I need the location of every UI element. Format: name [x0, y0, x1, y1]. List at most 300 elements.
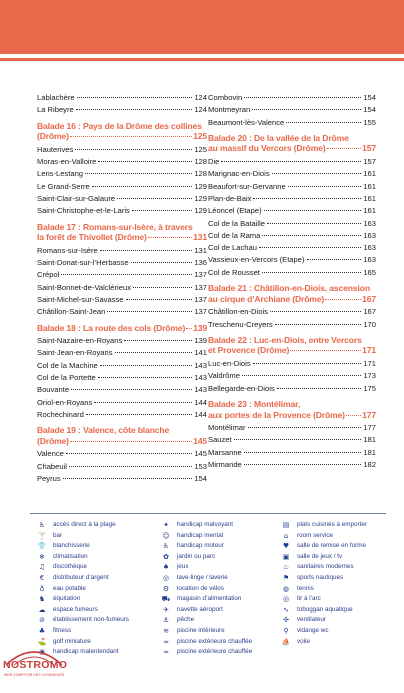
- toc-entry-label: Die: [208, 157, 220, 167]
- legend-label: handicap mental: [177, 531, 224, 539]
- dot-leader: [92, 186, 193, 187]
- section-page-number: 125: [193, 131, 207, 142]
- toc-page-number: 161: [363, 181, 376, 191]
- toc-entry: [37, 347, 207, 359]
- dot-leader: [288, 186, 362, 187]
- sailing-icon: ⛵: [281, 637, 291, 646]
- toc-entry-label: Saint-Nazaire-en-Royans: [37, 336, 123, 346]
- section-page-number: 157: [362, 143, 376, 154]
- legend-label: salle de remise en forme: [297, 542, 366, 550]
- toc-page-number: 137: [194, 294, 207, 304]
- toc-entry-label: Vassieux-en-Vercors (Etape): [208, 255, 305, 265]
- toc-page-number: 143: [194, 360, 207, 370]
- archery-icon: ◎: [282, 595, 290, 604]
- heated-pool-icon: ≈: [163, 637, 169, 646]
- smoking-icon: ☁: [38, 605, 46, 614]
- toc-entry: [208, 358, 376, 370]
- toc-page-number: 128: [194, 169, 207, 179]
- legend-item: [160, 520, 270, 531]
- section-heading-text: Balade 17 : Romans-sur-Isère, à travers: [37, 221, 193, 232]
- toc-entry-label: Hauterives: [37, 144, 74, 154]
- dot-leader: [107, 311, 192, 312]
- legend-item: [160, 626, 270, 637]
- toc-page-number: 163: [363, 218, 376, 228]
- toc-page-number: 137: [194, 307, 207, 317]
- toc-entry-label: Saint-Jean-en-Royans: [37, 348, 113, 358]
- legend-item: [36, 520, 146, 531]
- toc-section-heading: [37, 323, 207, 334]
- toc-right-column: [208, 92, 376, 471]
- toc-entry-label: Chabeuil: [37, 461, 67, 471]
- dot-leader: [61, 274, 192, 275]
- toc-entry-label: Col de Lachau: [208, 243, 257, 253]
- toc-entry-label: Saint-Donat-sur-l’Herbasse: [37, 258, 129, 268]
- toc-entry-label: Col de la Rama: [208, 230, 261, 240]
- toc-entry: [37, 360, 207, 372]
- toc-entry: [208, 218, 376, 230]
- toc-entry-label: Saint-Christophe-et-le-Laris: [37, 206, 130, 216]
- legend-item: [280, 552, 390, 563]
- dot-leader: [253, 198, 361, 199]
- dot-leader: [259, 247, 361, 248]
- toc-entry-label: Lablachère: [37, 93, 75, 102]
- dot-leader: [244, 452, 362, 453]
- section-heading-text: la forêt de Thivollet (Drôme): [37, 232, 147, 243]
- water-slide-icon: ∿: [283, 605, 289, 614]
- toc-page-number: 144: [194, 397, 207, 407]
- tv-room-icon: ▣: [282, 552, 290, 561]
- toc-page-number: 161: [363, 169, 376, 179]
- mental-disability-icon: ☺: [162, 531, 170, 540]
- legend-label: toboggan aquatique: [297, 605, 353, 613]
- legend-label: ventilateur: [297, 616, 327, 624]
- dot-leader: [290, 350, 361, 351]
- legend-item: [280, 605, 390, 616]
- legend-item: [36, 541, 146, 552]
- dot-leader: [98, 161, 192, 162]
- toc-entry: [208, 168, 376, 180]
- toc-entry: [37, 205, 207, 217]
- dot-leader: [75, 149, 192, 150]
- toc-entry: [37, 335, 207, 347]
- toc-entry: [208, 242, 376, 254]
- dot-leader: [133, 287, 192, 288]
- dot-leader: [264, 210, 362, 211]
- no-smoking-icon: ⊘: [39, 616, 45, 625]
- legend-label: sanitaires modernes: [297, 563, 354, 571]
- toc-section-heading: [37, 425, 207, 446]
- washing-machine-icon: ◎: [162, 573, 170, 582]
- toc-entry: [208, 205, 376, 217]
- toc-page-number: 173: [363, 371, 376, 381]
- toc-entry: [37, 144, 207, 156]
- toc-entry-label: Montmeyran: [208, 105, 251, 115]
- logo-wordmark: NOSTROMO: [3, 659, 68, 671]
- minigolf-icon: ⛳: [37, 637, 47, 646]
- section-heading-line: [37, 121, 207, 132]
- toc-entry: [208, 267, 376, 279]
- section-page-number: 145: [193, 435, 207, 446]
- dot-leader: [115, 352, 193, 353]
- dot-leader: [242, 375, 361, 376]
- section-heading-text: Balade 18 : La route des cols (Drôme): [37, 322, 186, 333]
- dot-leader: [132, 210, 192, 211]
- sanitary-icon: ♨: [282, 563, 290, 572]
- legend-label: distributeur d’argent: [53, 573, 109, 581]
- legend-item: [36, 615, 146, 626]
- toc-entry-label: Beaufort-sur-Gervanne: [208, 181, 286, 191]
- section-heading-line: [208, 345, 376, 356]
- toc-entry: [208, 370, 376, 382]
- legend-label: bar: [53, 531, 63, 539]
- toc-page-number: 154: [194, 473, 207, 483]
- legend-label: climatisation: [53, 552, 88, 560]
- toc-entry-label: Combovin: [208, 93, 243, 102]
- section-heading-line: [208, 294, 376, 305]
- section-heading-text: Balade 22 : Luc-en-Diois, entre Vercors: [208, 334, 362, 345]
- toc-entry: [208, 459, 376, 471]
- toc-page-number: 163: [363, 230, 376, 240]
- legend-item: [280, 626, 390, 637]
- dot-leader: [98, 377, 193, 378]
- toc-page-number: 154: [363, 93, 376, 102]
- wheelchair-icon: ♿: [38, 521, 46, 529]
- toc-entry-label: Peyrus: [37, 473, 61, 483]
- pictogram-legend: [36, 520, 390, 658]
- toc-page-number: 163: [363, 255, 376, 265]
- motor-disability-icon: ♿: [162, 542, 170, 551]
- fishing-icon: ⚓: [162, 616, 170, 625]
- dot-leader: [100, 250, 193, 251]
- legend-label: voile: [297, 637, 310, 645]
- indoor-pool-icon: ≋: [163, 626, 169, 635]
- legend-label: discothèque: [53, 563, 87, 571]
- section-page-number: 131: [193, 232, 207, 243]
- toc-page-number: 141: [194, 348, 207, 358]
- toc-page-number: 171: [363, 359, 376, 369]
- toc-entry: [37, 92, 207, 104]
- toc-entry: [37, 473, 207, 485]
- kids-garden-icon: ✿: [163, 552, 169, 561]
- legend-item: [280, 637, 390, 648]
- toc-entry: [208, 254, 376, 266]
- legend-label: établissement non-fumeurs: [53, 616, 129, 624]
- legend-column: [36, 520, 146, 658]
- toc-entry: [208, 319, 376, 331]
- legend-label: blanchisserie: [53, 542, 90, 550]
- legend-label: handicap malvoyant: [177, 521, 234, 528]
- toc-page-number: 177: [363, 423, 376, 433]
- dot-leader: [272, 173, 362, 174]
- section-heading-line: [208, 283, 376, 294]
- toc-section-heading: [208, 335, 376, 356]
- toc-entry: [208, 434, 376, 446]
- toc-entry: [208, 181, 376, 193]
- dot-leader: [70, 441, 192, 442]
- snowflake-icon: ❄: [39, 552, 45, 561]
- header-band: [0, 0, 404, 54]
- dot-leader: [252, 109, 361, 110]
- toc-page-number: 157: [363, 157, 376, 167]
- legend-item: [160, 594, 270, 605]
- dot-leader: [346, 415, 361, 416]
- toc-page-number: 143: [194, 373, 207, 383]
- legend-label: handicap moteur: [177, 542, 224, 550]
- toc-page-number: 170: [363, 319, 376, 329]
- toc-entry: [37, 193, 207, 205]
- legend-item: [280, 594, 390, 605]
- toc-entry-label: Montélimar: [208, 423, 246, 433]
- legend-item: [280, 531, 390, 542]
- bicycle-icon: ⚙: [162, 584, 170, 593]
- section-heading-line: [208, 335, 376, 346]
- section-heading-text: aux portes de la Provence (Drôme): [208, 409, 345, 420]
- toc-entry: [37, 397, 207, 409]
- toc-entry-label: Mirmande: [208, 459, 242, 469]
- section-heading-line: [37, 323, 207, 334]
- hearing-icon: ◉: [38, 648, 46, 657]
- toc-page-number: 129: [194, 181, 207, 191]
- grocery-icon: ⛟: [161, 595, 171, 604]
- dot-leader: [66, 453, 192, 454]
- toc-entry-label: Saint-Clair-sur-Galaure: [37, 193, 116, 203]
- dot-leader: [117, 198, 192, 199]
- toc-section-heading: [37, 121, 207, 142]
- toc-page-number: 144: [194, 409, 207, 419]
- legend-column: [160, 520, 270, 658]
- legend-item: [36, 562, 146, 573]
- toc-entry-label: Marsanne: [208, 447, 242, 457]
- legend-item: [160, 573, 270, 584]
- toc-entry: [208, 306, 376, 318]
- dot-leader: [270, 311, 361, 312]
- legend-label: navette aéroport: [177, 605, 223, 613]
- toc-entry: [208, 193, 376, 205]
- toc-entry-label: Châtillon-en-Diois: [208, 307, 268, 317]
- toc-page-number: 136: [194, 258, 207, 268]
- section-heading-text: Balade 20 : De la vallée de la Drôme: [208, 132, 349, 143]
- legend-label: location de vélos: [177, 584, 224, 592]
- toc-entry-label: La Ribeyre: [37, 105, 74, 115]
- toc-entry: [37, 257, 207, 269]
- toc-left-column: [37, 92, 207, 485]
- section-heading-text: Balade 19 : Valence, côte blanche: [37, 425, 170, 436]
- outdoor-pool-icon: ≈: [163, 648, 169, 657]
- legend-item: [280, 562, 390, 573]
- legend-item: [36, 626, 146, 637]
- section-heading-text: Balade 21 : Châtillon-en-Diois, ascension: [208, 283, 370, 294]
- toc-entry: [37, 409, 207, 421]
- dot-leader: [307, 259, 362, 260]
- toc-entry: [37, 156, 207, 168]
- toc-page-number: 129: [194, 193, 207, 203]
- cocktail-icon: 🍸: [37, 531, 47, 540]
- legend-divider: [30, 513, 386, 514]
- dot-leader: [71, 389, 192, 390]
- toc-page-number: 175: [363, 383, 376, 393]
- dot-leader: [262, 272, 361, 273]
- section-heading-text: au massif du Vercors (Drôme): [208, 143, 326, 154]
- toc-entry: [208, 92, 376, 104]
- legend-item: [160, 637, 270, 648]
- section-page-number: 139: [193, 322, 207, 333]
- toc-entry-label: Treschenu-Creyers: [208, 319, 273, 329]
- header-rule: [0, 58, 404, 61]
- legend-item: [160, 562, 270, 573]
- legend-label: room service: [297, 531, 334, 539]
- dot-leader: [221, 161, 361, 162]
- legend-item: [36, 605, 146, 616]
- horse-icon: ♞: [38, 595, 46, 604]
- toc-entry-label: Beaumont-lès-Valence: [208, 117, 285, 127]
- toc-page-number: 181: [363, 447, 376, 457]
- water-sports-icon: ⚑: [282, 573, 290, 582]
- toc-entry: [208, 117, 376, 129]
- toc-entry-label: Oriol-en-Royans: [37, 397, 93, 407]
- toc-entry-label: Léoncel (Etape): [208, 206, 262, 216]
- toc-entry-label: Bellegarde-en-Diois: [208, 383, 275, 393]
- toc-entry-label: Col de la Portette: [37, 373, 96, 383]
- legend-item: [36, 552, 146, 563]
- legend-label: vidange wc: [297, 626, 329, 634]
- legend-item: [280, 615, 390, 626]
- dot-leader: [85, 173, 192, 174]
- toc-entry: [208, 447, 376, 459]
- tap-icon: ♁: [39, 584, 45, 593]
- legend-label: golf miniature: [53, 637, 91, 645]
- section-heading-line: [37, 232, 207, 243]
- legend-label: espace fumeurs: [53, 605, 98, 613]
- section-heading-line: [37, 222, 207, 233]
- toc-entry-label: Sauzet: [208, 435, 232, 445]
- dot-leader: [100, 365, 193, 366]
- laundry-icon: 👕: [37, 542, 47, 551]
- legend-item: [36, 594, 146, 605]
- legend-item: [280, 541, 390, 552]
- toc-entry-label: Moras-en-Valloire: [37, 157, 97, 167]
- legend-label: jeux: [177, 563, 189, 571]
- toc-entry-label: Col de la Machine: [37, 360, 98, 370]
- toc-entry-label: Valdrôme: [208, 371, 240, 381]
- toc-page-number: 167: [363, 307, 376, 317]
- toc-page-number: 124: [194, 105, 207, 115]
- dot-leader: [267, 223, 361, 224]
- legend-label: piscine extérieure chauffée: [177, 637, 253, 645]
- dot-leader: [148, 237, 192, 238]
- section-heading-line: [208, 399, 376, 410]
- dot-leader: [94, 402, 192, 403]
- dot-leader: [248, 427, 362, 428]
- toc-entry-label: Luc-en-Diois: [208, 359, 251, 369]
- toc-entry: [208, 156, 376, 168]
- toc-section-heading: [208, 283, 376, 304]
- legend-label: jardin ou parc: [177, 552, 216, 560]
- legend-item: [160, 541, 270, 552]
- toc-entry: [37, 461, 207, 473]
- toc-page-number: 181: [363, 435, 376, 445]
- legend-item: [160, 647, 270, 658]
- toc-page-number: 154: [363, 105, 376, 115]
- toc-entry: [37, 104, 207, 116]
- section-heading-text: Balade 16 : Pays de la Drôme des collines: [37, 120, 202, 131]
- dot-leader: [186, 328, 192, 329]
- toc-page-number: 124: [194, 93, 207, 102]
- logo-tagline: WEB COMPTOIR DES VOYAGEURS: [3, 673, 65, 677]
- toc-page-number: 163: [363, 243, 376, 253]
- toc-entry-label: Romans-sur-Isère: [37, 245, 98, 255]
- section-page-number: 167: [362, 293, 376, 304]
- toc-page-number: 161: [363, 193, 376, 203]
- airplane-icon: ✈: [163, 605, 169, 614]
- legend-label: sports nautiques: [297, 573, 344, 581]
- legend-label: piscine intérieure: [177, 626, 225, 634]
- section-heading-line: [37, 425, 207, 436]
- legend-label: accès direct à la plage: [53, 521, 116, 528]
- toc-page-number: 143: [194, 385, 207, 395]
- toc-entry: [37, 282, 207, 294]
- toc-page-number: 131: [194, 245, 207, 255]
- room-service-icon: ⌂: [283, 531, 289, 540]
- legend-label: plats cuisinés à emporter: [297, 521, 367, 528]
- legend-item: [36, 584, 146, 595]
- legend-item: [160, 605, 270, 616]
- legend-item: [280, 520, 390, 531]
- dot-leader: [86, 414, 192, 415]
- section-heading-text: au cirque d’Archiane (Drôme): [208, 293, 325, 304]
- atm-icon: €: [39, 573, 45, 582]
- section-heading-line: [208, 133, 376, 144]
- toc-entry: [208, 230, 376, 242]
- dot-leader: [76, 109, 193, 110]
- toc-entry-label: Valence: [37, 449, 64, 459]
- section-heading-text: (Drôme): [37, 131, 69, 142]
- kitchen-icon: ▤: [282, 521, 290, 529]
- legend-item: [160, 552, 270, 563]
- section-heading-line: [37, 436, 207, 447]
- legend-item: [280, 573, 390, 584]
- toc-page-number: 182: [363, 459, 376, 469]
- toc-section-heading: [208, 133, 376, 154]
- dot-leader: [286, 122, 361, 123]
- toc-entry-label: Lens-Lestang: [37, 169, 84, 179]
- toc-entry-label: Le Grand-Serre: [37, 181, 90, 191]
- dot-leader: [325, 299, 361, 300]
- games-icon: ♠: [162, 563, 170, 572]
- toc-entry: [37, 294, 207, 306]
- toc-entry: [37, 245, 207, 257]
- section-heading-line: [208, 410, 376, 421]
- legend-item: [36, 531, 146, 542]
- toc-page-number: 137: [194, 282, 207, 292]
- dot-leader: [327, 148, 362, 149]
- toc-entry: [208, 422, 376, 434]
- legend-column: [280, 520, 390, 658]
- legend-label: handicap malentendant: [53, 648, 119, 656]
- toc-entry: [37, 168, 207, 180]
- toc-page-number: 137: [194, 270, 207, 280]
- legend-item: [160, 531, 270, 542]
- dot-leader: [69, 466, 192, 467]
- legend-label: fitness: [53, 626, 72, 634]
- toc-entry-label: Saint-Bonnet-de-Valclérieux: [37, 282, 131, 292]
- toc-page-number: 155: [363, 117, 376, 127]
- toc-entry: [37, 448, 207, 460]
- dot-leader: [253, 363, 362, 364]
- toc-section-heading: [208, 399, 376, 420]
- dot-leader: [275, 324, 362, 325]
- dot-leader: [70, 136, 192, 137]
- toc-entry-label: Plan-de-Baix: [208, 193, 252, 203]
